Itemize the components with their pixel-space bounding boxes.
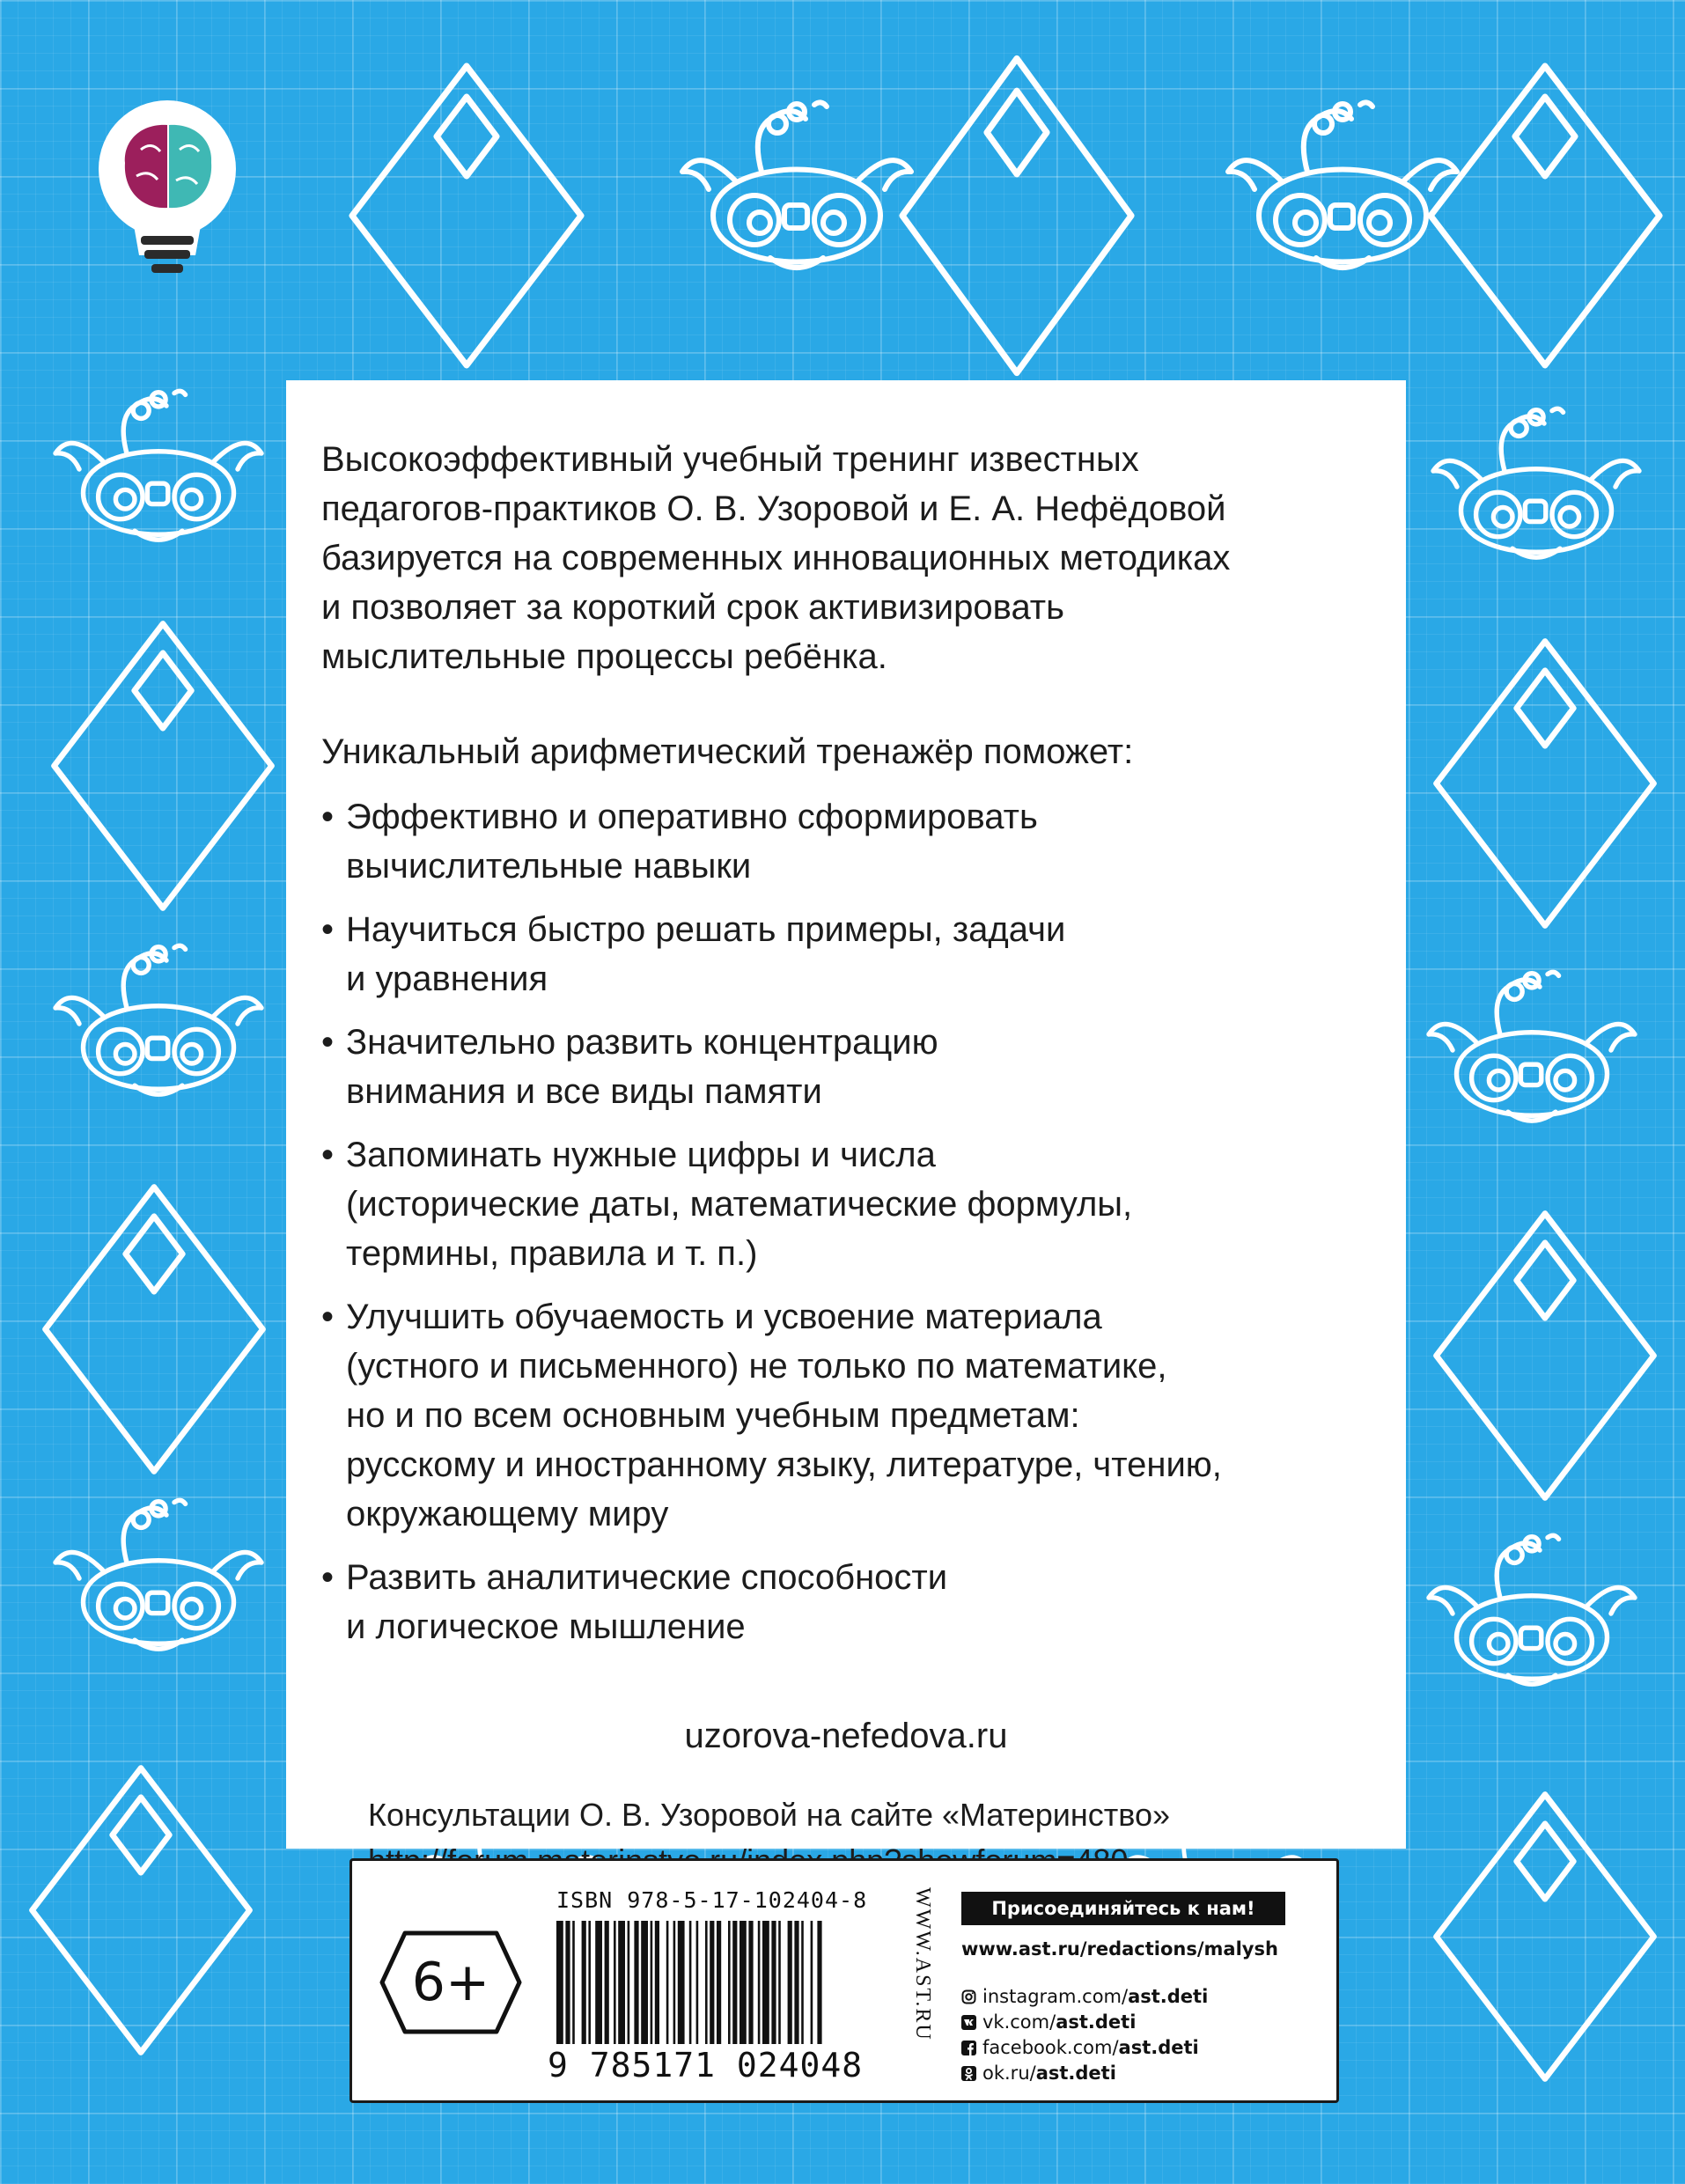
- intro-line: и позволяет за короткий срок активизировать: [321, 588, 1064, 627]
- barcode-bar: [778, 1921, 781, 2044]
- instagram-icon: [961, 1989, 976, 2004]
- barcode-bar: [794, 1921, 798, 2044]
- barcode-bar: [588, 1921, 591, 2044]
- lead-text: Уникальный арифметический тренажёр поможет:: [321, 732, 1134, 771]
- benefit-line: окружающему миру: [346, 1495, 669, 1533]
- social-item-instagram[interactable]: [961, 1984, 1208, 2010]
- barcode-bar: [762, 1921, 769, 2044]
- barcode-bar: [565, 1921, 570, 2044]
- bullet: •: [321, 1023, 335, 1062]
- benefit-line: Значительно развить концентрацию: [346, 1023, 938, 1062]
- social-item-facebook[interactable]: [961, 2035, 1208, 2061]
- ok-icon: [961, 2066, 976, 2081]
- barcode-bar: [582, 1921, 586, 2044]
- intro-line: базируется на современных инновационных методиках: [321, 539, 1231, 577]
- benefit-item: [321, 1553, 1371, 1651]
- social-links: [961, 1984, 1208, 2086]
- right-column-shapes: [1429, 408, 1654, 2078]
- barcode-bar: [618, 1921, 625, 2044]
- barcode: [556, 1921, 900, 2044]
- social-handle: ast.deti: [1128, 1986, 1209, 2007]
- benefit-line: Эффективно и оперативно сформировать: [346, 798, 1038, 836]
- isbn-text: ISBN 978-5-17-102404-8: [556, 1887, 868, 1913]
- barcode-bar: [666, 1921, 669, 2044]
- social-handle: ast.deti: [1118, 2037, 1199, 2058]
- ean-digits: 9 785171 024048: [548, 2046, 864, 2085]
- benefit-item: [321, 792, 1371, 891]
- barcode-bar: [748, 1921, 753, 2044]
- benefit-item: [321, 1018, 1371, 1116]
- consultation-text: Консультации О. В. Узоровой на сайте «Материнство»: [368, 1797, 1171, 1833]
- barcode-bar: [728, 1921, 731, 2044]
- barcode-bar: [655, 1921, 659, 2044]
- benefit-line: термины, правила и т. п.): [346, 1234, 758, 1273]
- left-column-shapes: [32, 391, 271, 2052]
- barcode-bar: [572, 1921, 575, 2044]
- benefit-line: Развить аналитические способности: [346, 1558, 948, 1597]
- barcode-bar: [696, 1921, 699, 2044]
- intro-line: педагогов-практиков О. В. Узоровой и Е. А. Нефёдовой: [321, 489, 1226, 528]
- benefit-line: (исторические даты, математические формулы,: [346, 1185, 1133, 1224]
- barcode-bar: [673, 1921, 676, 2044]
- barcode-bar: [739, 1921, 747, 2044]
- benefit-line: (устного и письменного) не только по математике,: [346, 1347, 1167, 1386]
- social-prefix: instagram.com/: [982, 1986, 1129, 2007]
- barcode-bar: [634, 1921, 638, 2044]
- social-item-ok[interactable]: [961, 2061, 1208, 2086]
- barcode-bar: [771, 1921, 776, 2044]
- intro-line: Высокоэффективный учебный тренинг известных: [321, 440, 1139, 479]
- barcode-bar: [595, 1921, 602, 2044]
- intro-text: [321, 435, 1371, 681]
- barcode-bar: [651, 1921, 653, 2044]
- benefit-line: внимания и все виды памяти: [346, 1072, 822, 1111]
- barcode-bar: [605, 1921, 609, 2044]
- barcode-bar: [710, 1921, 714, 2044]
- benefit-line: и уравнения: [346, 960, 548, 998]
- bullet: •: [321, 1298, 335, 1336]
- facebook-icon: [961, 2041, 976, 2055]
- bulb-brain-icon: [99, 100, 236, 273]
- website-link[interactable]: uzorova-nefedova.ru: [684, 1717, 1008, 1755]
- imprint-box: [350, 1858, 1339, 2103]
- benefit-item: [321, 1130, 1371, 1278]
- barcode-bar: [817, 1921, 821, 2044]
- barcode-bar: [678, 1921, 685, 2044]
- age-rating-badge: [379, 1930, 523, 2035]
- social-prefix: vk.com/: [982, 2011, 1056, 2033]
- barcode-bar: [641, 1921, 648, 2044]
- benefit-line: Улучшить обучаемость и усвоение материала: [346, 1298, 1102, 1336]
- barcode-bar: [788, 1921, 792, 2044]
- vk-icon: [961, 2015, 976, 2030]
- social-handle: ast.deti: [1035, 2063, 1116, 2084]
- intro-line: мыслительные процессы ребёнка.: [321, 637, 887, 676]
- barcode-bar: [811, 1921, 813, 2044]
- benefit-item: [321, 1292, 1371, 1539]
- bullet: •: [321, 910, 335, 949]
- benefit-line: русскому и иностранному языку, литературе, чтению,: [346, 1445, 1222, 1484]
- bullet: •: [321, 1558, 335, 1597]
- benefit-line: и логическое мышление: [346, 1607, 746, 1646]
- benefit-line: вычислительные навыки: [346, 847, 752, 886]
- top-row-shapes: [352, 59, 1659, 373]
- benefit-line: Научиться быстро решать примеры, задачи: [346, 910, 1066, 949]
- benefit-line: Запоминать нужные цифры и числа: [346, 1136, 936, 1174]
- barcode-bar: [758, 1921, 761, 2044]
- join-us-banner: Присоединяйтесь к нам!: [961, 1892, 1285, 1925]
- social-prefix: facebook.com/: [982, 2037, 1119, 2058]
- barcode-bar: [801, 1921, 804, 2044]
- barcode-bar: [705, 1921, 708, 2044]
- barcode-bar: [717, 1921, 721, 2044]
- vertical-site-label: WWW.AST.RU: [911, 1887, 934, 2041]
- barcode-bar: [614, 1921, 616, 2044]
- barcode-bar: [732, 1921, 737, 2044]
- description-panel: [286, 380, 1406, 1849]
- social-item-vk[interactable]: [961, 2010, 1208, 2035]
- age-rating-label: 6+: [411, 1952, 490, 2013]
- barcode-bar: [556, 1921, 563, 2044]
- social-prefix: ok.ru/: [982, 2063, 1036, 2084]
- bullet: •: [321, 798, 335, 836]
- barcode-bar: [628, 1921, 630, 2044]
- benefit-item: [321, 905, 1371, 1004]
- bullet: •: [321, 1136, 335, 1174]
- ast-redactions-link[interactable]: www.ast.ru/redactions/malysh: [961, 1938, 1278, 1960]
- barcode-bar: [689, 1921, 692, 2044]
- social-handle: ast.deti: [1056, 2011, 1137, 2033]
- benefits-list: [321, 792, 1371, 1651]
- benefit-line: но и по всем основным учебным предметам:: [346, 1396, 1080, 1435]
